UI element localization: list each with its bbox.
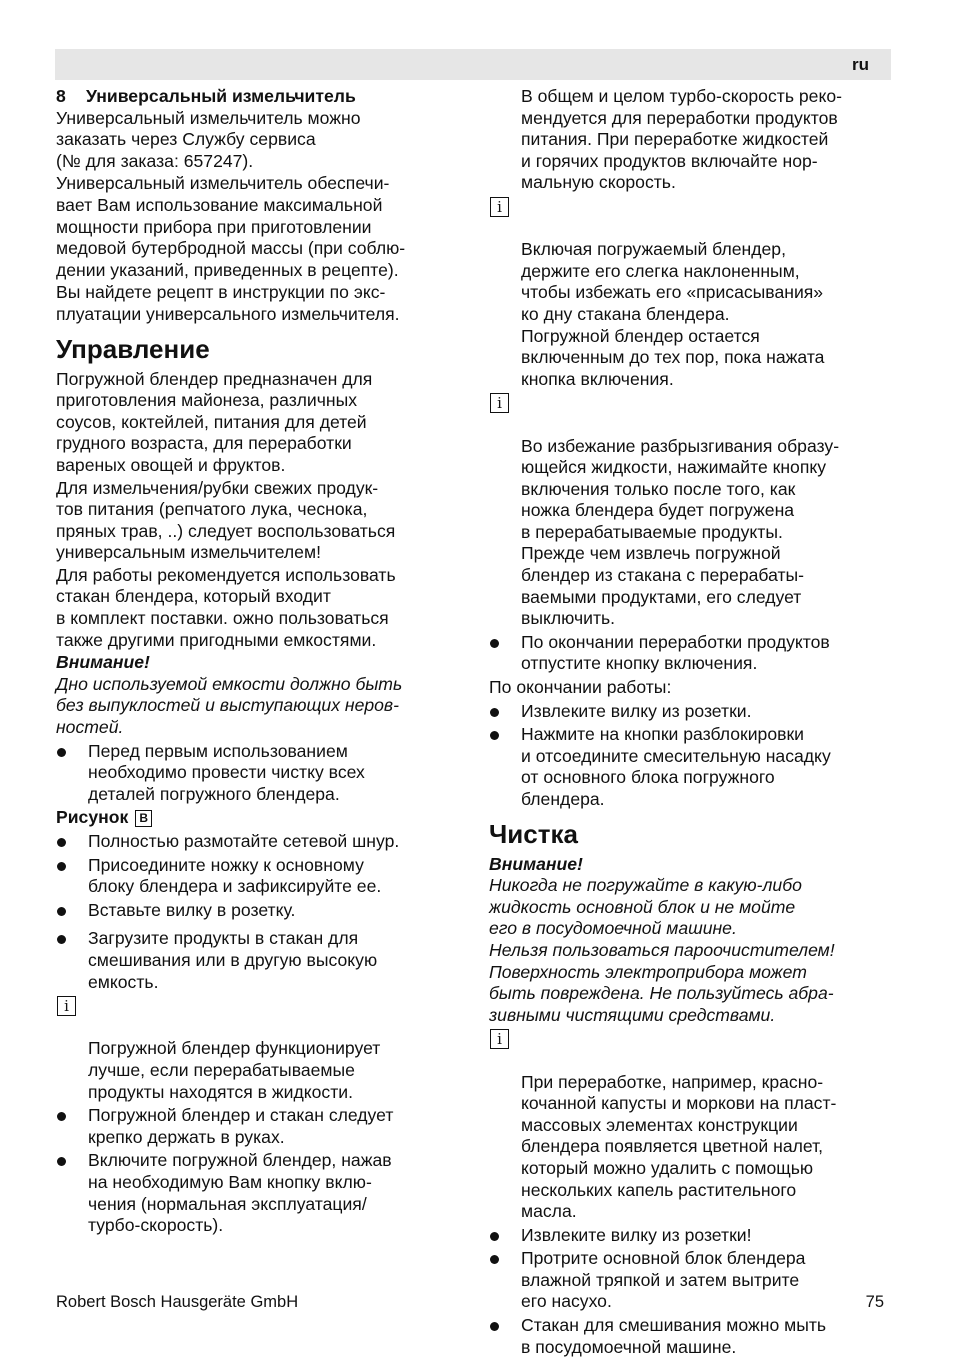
paragraph: Универсальный измельчитель можно заказать через Службу сервиса (№ для заказа: 657247).: [56, 107, 361, 171]
warning-text: Дно используемой емкости должно быть без выпуклостей и выступающих неров- ностей.: [56, 673, 403, 738]
footer-page-number: 75: [865, 1293, 884, 1311]
paragraph: Вы найдете рецепт в инструкции по экс- плуатации универсального измельчителя.: [56, 282, 400, 324]
language-header-bar: [55, 49, 891, 80]
left-column: [56, 86, 466, 1239]
section-heading-universal-chopper: [56, 86, 466, 108]
language-code: ru: [852, 55, 869, 74]
figure-reference: [56, 807, 466, 829]
bullet-item: Включите погружной блендер, нажав на необходимую Вам кнопку вклю- чения (нормальная эксплуатация/ турбо-скорость).: [56, 1150, 466, 1236]
figure-label: Рисунок: [56, 807, 129, 828]
info-text: При переработке, например, красно- кочанной капусты и моркови на пласт- массовых элементах конструкции блендера появляется цветной налет, который можно удалить с помощью нескольких капель растительного масла.: [521, 1071, 837, 1222]
right-column: [489, 86, 897, 1360]
bullet-item: Нажмите на кнопки разблокировки и отсоедините смесительную насадку от основного блока погружного блендера.: [489, 724, 897, 810]
warning-text: Никогда не погружайте в какую-либо жидкость основной блок и не мойте его в посудомоечной машине.: [489, 875, 802, 939]
paragraph: Погружной блендер предназначен для приготовления майонеза, различных соусов, коктейлей, питания для детей грудного возраста, для переработки вареных овощей и фруктов.: [56, 368, 373, 475]
info-icon: i: [490, 393, 509, 413]
warning-text: Поверхность электроприбора может быть повреждена. Не пользуйтесь абра- зивными чистящими средствами.: [489, 961, 834, 1025]
heading-control: Управление: [56, 333, 210, 364]
info-text: Погружной блендер функционирует лучше, если перерабатываемые продукты находятся в жидкости.: [88, 1038, 381, 1102]
info-icon: i: [490, 1029, 509, 1049]
paragraph: По окончании работы:: [489, 677, 672, 698]
paragraph: В общем и целом турбо-скорость реко- мендуется для переработки продуктов питания. При переработке жидкостей и горячих продуктов включайте нор- мальную скорость.: [521, 86, 842, 193]
info-note: [56, 995, 466, 1103]
bullet-item: Извлеките вилку из розетки!: [489, 1225, 897, 1247]
footer-company: Robert Bosch Hausgeräte GmbH: [56, 1293, 299, 1311]
info-icon: i: [57, 996, 76, 1016]
info-note: [489, 1028, 897, 1222]
heading-cleaning: Чистка: [489, 818, 578, 849]
bullet-item: По окончании переработки продуктов отпустите кнопку включения.: [489, 632, 897, 675]
warning-text: Нельзя пользоваться пароочистителем!: [489, 939, 835, 960]
info-icon: i: [490, 197, 509, 217]
bullet-item: Вставьте вилку в розетку.: [56, 900, 466, 922]
warning-title: Внимание!: [489, 853, 583, 874]
info-text: Во избежание разбрызгивания образу- ющейся жидкости, нажимайте кнопку включения только после того, как ножка блендера будет погружена в перерабатываемые продукты. Прежде чем извлечь погружной блендер из стакана с перерабаты- ваемыми продуктами, его следует выключить.: [521, 435, 840, 629]
info-note: [489, 196, 897, 390]
bullet-item: Погружной блендер и стакан следует крепко держать в руках.: [56, 1105, 466, 1148]
bullet-item: Перед первым использованием необходимо провести чистку всех деталей погружного блендера.: [56, 741, 466, 806]
section-title: Универсальный измельчитель: [86, 86, 356, 106]
bullet-item: Присоедините ножку к основному блоку блендера и зафиксируйте ее.: [56, 855, 466, 898]
paragraph: Для работы рекомендуется использовать стакан блендера, который входит в комплект поставки. ожно пользоваться также другими пригодными емкостями.: [56, 564, 396, 650]
warning-title: Внимание!: [56, 652, 150, 673]
info-note: [489, 392, 897, 630]
section-number: 8: [56, 86, 66, 106]
paragraph: Для измельчения/рубки свежих продук- тов питания (репчатого лука, чеснока, пряных трав, ..) следует воспользоваться универсальным измельчителем!: [56, 477, 396, 563]
info-text: Включая погружаемый блендер, держите его слегка наклоненным, чтобы избежать его «присасывания» ко дну стакана блендера. Погружной блендер остается включенным до тех пор, пока нажата кнопка включения.: [521, 239, 825, 389]
paragraph: Универсальный измельчитель обеспечи- вает Вам использование максимальной мощности прибора при приготовлении медовой бутербродной массы (при соблю- дении указаний, приведенных в рецепте).: [56, 173, 406, 280]
bullet-item: Протрите основной блок блендера влажной тряпкой и затем вытрите его насухо.: [489, 1248, 897, 1313]
bullet-item: Извлеките вилку из розетки.: [489, 701, 897, 723]
bullet-item: Полностью размотайте сетевой шнур.: [56, 831, 466, 853]
figure-badge-icon: B: [135, 810, 152, 827]
bullet-item: Стакан для смешивания можно мыть в посудомоечной машине.: [489, 1315, 897, 1358]
bullet-item: Загрузите продукты в стакан для смешивания или в другую высокую емкость.: [56, 928, 466, 993]
